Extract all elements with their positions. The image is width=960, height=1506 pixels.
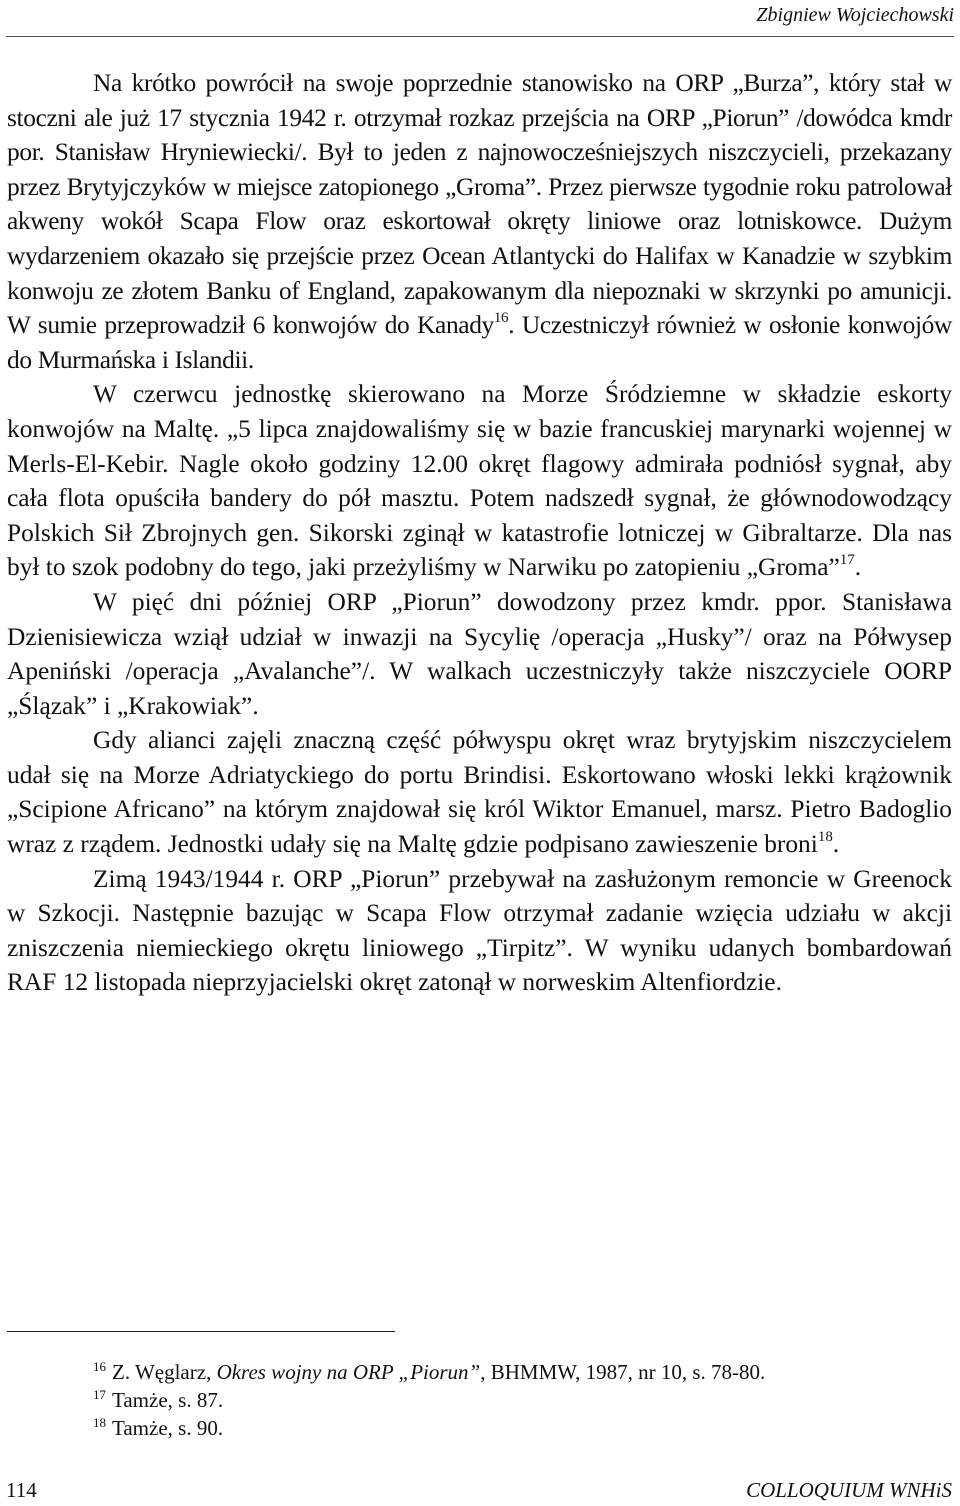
- footnote-ref-17[interactable]: 17: [839, 552, 855, 569]
- header-rule: [6, 36, 954, 37]
- paragraph-1: [7, 66, 952, 377]
- page-number: 114: [6, 1478, 37, 1502]
- paragraph-5: Zimą 1943/1944 r. ORP „Piorun” przebywał na zasłużonym remoncie w Greenock w Szkocji. Następnie bazując w Scapa Flow otrzymał zadanie wzięcia udziału w akcji zniszczenia niemieckiego okrętu liniowego „Tirpitz”. W wyniku udanych bombardowań RAF 12 listopada nieprzyjacielski okręt zatonął w norweskim Altenfiordzie.: [7, 864, 952, 997]
- paragraph-3: W pięć dni później ORP „Piorun” dowodzony przez kmdr. ppor. Stanisława Dzienisiewicza wziął udział w inwazji na Sycylię /operacja „Husky”/ oraz na Półwysep Apeniński /operacja „Avalanche”/. W walkach uczestniczyły także niszczyciele OORP „Ślązak” i „Krakowiak”.: [7, 587, 952, 720]
- footnote-17: [7, 1386, 952, 1414]
- running-head-author: Zbigniew Wojciechowski: [756, 4, 954, 26]
- paragraph-1-text-a: Na krótko powrócił na swoje poprzednie stanowisko na ORP „Burza”, który stał w stoczni ale już 17 stycznia 1942 r. otrzymał rozkaz przejścia na ORP „Piorun” /dowódca kmdr por. Stanisław Hryniewiecki/. Był to jeden z najnowocześniejszych niszczycieli, przekazany przez Brytyjczyków w miejsce zatopionego „Groma”. Przez pierwsze tygodnie roku patrolował akweny wokół Scapa Flow oraz eskortował okręty liniowe oraz lotniskowce. Dużym wydarzeniem okazało się przejście przez Ocean Atlantycki do Halifax w Kanadzie w szybkim konwoju ze złotem Banku of England, zapakowanym dla niepoznaki w skrzynki po amunicji. W sumie przeprowadził 6 konwojów do Kanady: [7, 69, 952, 340]
- paragraph-2-text-b: .: [854, 553, 862, 582]
- journal-name: COLLOQUIUM WNHiS: [746, 1478, 952, 1502]
- footnotes: [7, 1358, 952, 1442]
- footnote-ref-18[interactable]: 18: [817, 829, 833, 846]
- footnote-source: , BHMMW, 1987, nr 10, s. 78-80.: [480, 1360, 766, 1384]
- footnote-number: 18: [93, 1415, 106, 1430]
- paragraph-4: [7, 723, 952, 861]
- paragraph-4-text-a: Gdy alianci zajęli znaczną część półwyspu okręt wraz brytyjskim niszczycielem udał się na Morze Adriatyckiego do portu Brindisi. Eskortowano włoski lekki krążownik „Scipione Africano” na którym znajdował się król Wiktor Emanuel, marsz. Pietro Badoglio wraz z rządem. Jednostki udały się na Maltę gdzie podpisano zawieszenie broni: [7, 726, 952, 859]
- footnote-separator: [7, 1331, 395, 1332]
- paragraph-2-text-a: W czerwcu jednostkę skierowano na Morze Śródziemne w składzie eskorty konwojów na Maltę. „5 lipca znajdowaliśmy się w bazie francuskiej marynarki wojennej w Merls-El-Kebir. Nagle około godziny 12.00 okręt flagowy admirała podniósł sygnał, aby cała flota opuściła bandery do pół masztu. Potem nadszedł sygnał, że głównodowodzący Polskich Sił Zbrojnych gen. Sikorski zginął w katastrofie lotniczej w Gibraltarze. Dla nas był to szok podobny do tego, jaki przeżyliśmy w Narwiku po zatopieniu „Groma”: [7, 380, 952, 582]
- footnote-author: Z. Węglarz,: [112, 1360, 217, 1384]
- footnote-number: 16: [93, 1359, 106, 1374]
- paragraph-2: [7, 377, 952, 585]
- footnote-ref-16[interactable]: 16: [493, 310, 509, 327]
- footnote-16: [7, 1358, 952, 1386]
- footnote-18: [7, 1414, 952, 1442]
- footnote-text: Tamże, s. 87.: [112, 1388, 224, 1412]
- footnote-text: Tamże, s. 90.: [112, 1416, 224, 1440]
- body-text: [7, 66, 952, 1000]
- paragraph-1-text-b: . Uczestniczył również w osłonie konwojów do Murmańska i Islandii.: [7, 311, 952, 374]
- footnote-title: Okres wojny na ORP „Piorun”: [216, 1360, 481, 1384]
- footnote-number: 17: [93, 1387, 106, 1402]
- paragraph-4-text-b: .: [832, 830, 840, 859]
